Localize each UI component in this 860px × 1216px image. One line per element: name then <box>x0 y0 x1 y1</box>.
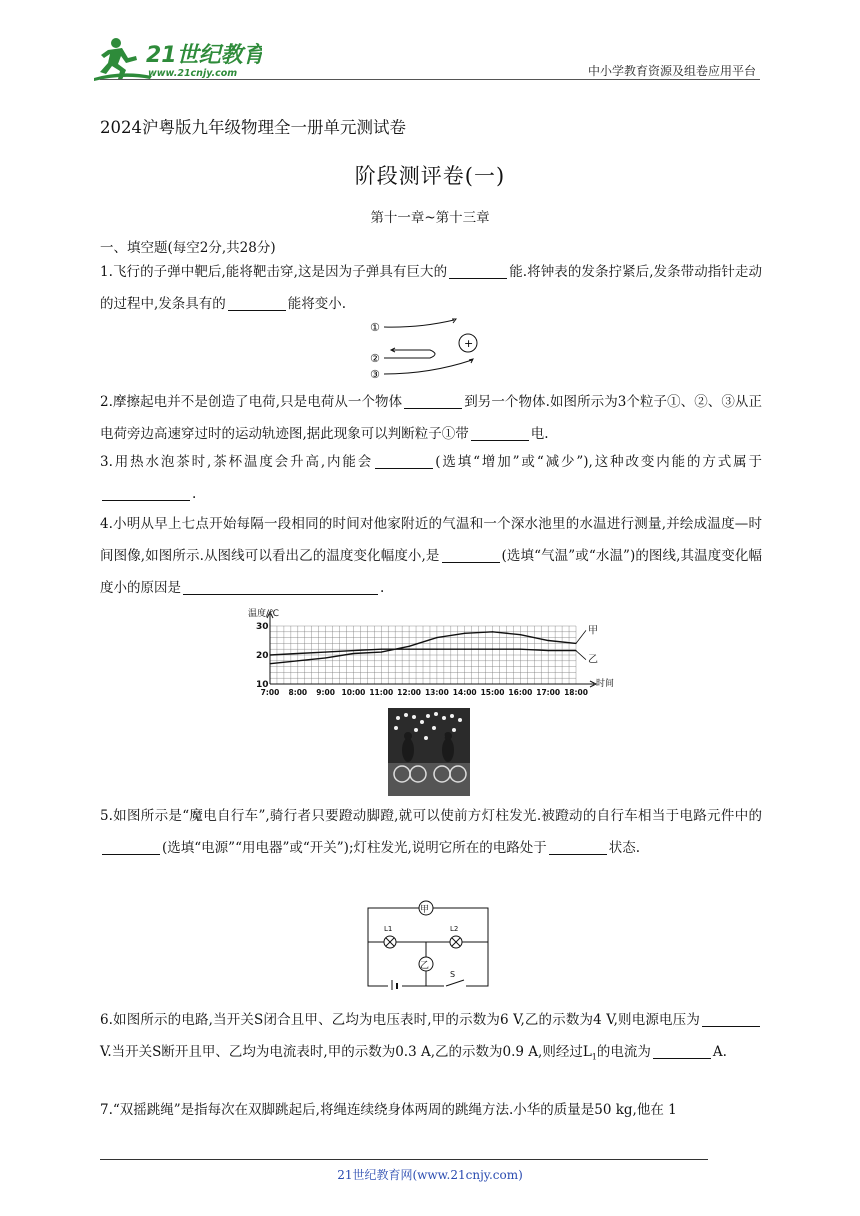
svg-text:①: ① <box>370 321 380 334</box>
series-title: 2024沪粤版九年级物理全一册单元测试卷 <box>100 118 406 137</box>
data-point <box>436 649 437 650</box>
svg-text:甲: 甲 <box>420 905 430 915</box>
data-point <box>548 650 549 651</box>
header-slogan: 中小学教育资源及组卷应用平台 <box>587 64 756 78</box>
data-point <box>408 649 409 650</box>
answer-blank[interactable] <box>404 390 462 409</box>
site-logo <box>92 36 262 84</box>
answer-blank[interactable] <box>375 450 433 469</box>
svg-text:L1: L1 <box>384 925 393 933</box>
footer-text: 21世纪教育网(www.21cnjy.com) <box>337 1168 523 1182</box>
svg-text:L2: L2 <box>450 925 459 933</box>
data-point <box>464 649 465 650</box>
svg-text:③: ③ <box>370 368 380 381</box>
data-point <box>520 634 521 635</box>
y-tick-label: 20 <box>256 651 269 661</box>
question-6: 6.如图所示的电路,当开关S闭合且甲、乙均为电压表时,甲的示数为6 V,乙的示数为4 V,则电源电压为V.当开关S断开且甲、乙均为电流表时,甲的示数为0.3 A,乙的示数为0.9 A,则经过$L_1$的电流为 A. <box>100 1004 762 1074</box>
answer-blank[interactable] <box>183 576 378 595</box>
x-tick-label: 12:00 <box>397 688 422 697</box>
x-tick-label: 9:00 <box>316 688 335 697</box>
x-tick-label: 16:00 <box>508 688 533 697</box>
x-tick-label: 14:00 <box>452 688 477 697</box>
answer-blank[interactable] <box>228 292 286 311</box>
y-tick-label: 30 <box>256 622 269 632</box>
data-point <box>325 652 326 653</box>
data-point <box>492 649 493 650</box>
answer-blank[interactable] <box>471 422 529 441</box>
data-point <box>353 653 354 654</box>
question-7: 7.“双摇跳绳”是指每次在双脚跳起后,将绳连续绕身体两周的跳绳方法.小华的质量是50 kg,他在 1 <box>100 1102 677 1118</box>
data-point <box>408 646 409 647</box>
answer-blank[interactable] <box>102 482 190 501</box>
logo-text: 21世纪教育 <box>146 43 262 68</box>
svg-text:乙: 乙 <box>420 961 430 971</box>
data-point <box>436 637 437 638</box>
logo-url: www.21cnjy.com <box>148 68 238 79</box>
y-axis-label: 温度/℃ <box>248 609 280 619</box>
series-label: 乙 <box>588 654 598 666</box>
svg-text:+: + <box>464 337 474 350</box>
data-point <box>269 654 270 655</box>
answer-blank[interactable] <box>653 1040 711 1059</box>
particle-trajectory-figure <box>370 318 490 384</box>
series-label: 甲 <box>588 625 598 637</box>
footer-divider <box>100 1159 708 1160</box>
answer-blank[interactable] <box>702 1008 760 1027</box>
svg-text:S: S <box>450 970 456 979</box>
data-point <box>548 640 549 641</box>
series-leader-line <box>576 651 586 660</box>
answer-blank[interactable] <box>442 544 500 563</box>
x-tick-label: 7:00 <box>260 688 280 697</box>
section-heading: 一、填空题(每空2分,共28分) <box>100 240 276 256</box>
magic-bicycle-photo <box>388 708 470 796</box>
x-tick-label: 10:00 <box>341 688 366 697</box>
data-point <box>520 649 521 650</box>
temperature-time-chart <box>246 606 618 706</box>
header-divider <box>100 79 760 80</box>
series-leader-line <box>576 630 586 643</box>
answer-blank[interactable] <box>549 836 607 855</box>
question-1: 1.飞行的子弹中靶后,能将靶击穿,这是因为子弹具有巨大的 能.将钟表的发条拧紧后,发条带动指针走动的过程中,发条具有的 能将变小. <box>100 256 762 320</box>
data-point <box>464 633 465 634</box>
data-point <box>269 663 270 664</box>
x-axis-label: 时间 <box>596 679 615 689</box>
x-tick-label: 15:00 <box>480 688 505 697</box>
y-tick-label: 10 <box>256 680 269 690</box>
data-point <box>381 649 382 650</box>
answer-blank[interactable] <box>449 260 507 279</box>
data-point <box>297 653 298 654</box>
page-title: 阶段测评卷(一) <box>354 164 506 188</box>
data-point <box>492 631 493 632</box>
question-3: 3.用热水泡茶时,茶杯温度会升高,内能会 (选填“增加”或“减少”),这种改变内能的方式属于. <box>100 446 762 510</box>
question-4: 4.小明从早上七点开始每隔一段相同的时间对他家附近的气温和一个深水池里的水温进行测量,并绘成温度—时间图像,如图所示.从图线可以看出乙的温度变化幅度小,是 (选填“气温”或“水温”)的图线,其温度变化幅度小的原因是 . <box>100 516 762 596</box>
question-2: 2.摩擦起电并不是创造了电荷,只是电荷从一个物体 到另一个物体.如图所示为3个粒子①、②、③从正电荷旁边高速穿过时的运动轨迹图,据此现象可以判断粒子①带 电. <box>100 386 762 450</box>
x-tick-label: 18:00 <box>564 688 588 697</box>
data-point <box>325 657 326 658</box>
svg-text:②: ② <box>370 352 380 365</box>
x-tick-label: 13:00 <box>424 688 449 697</box>
circuit-diagram <box>360 898 494 990</box>
data-point <box>353 650 354 651</box>
question-5: 5.如图所示是“魔电自行车”,骑行者只要蹬动脚蹬,就可以使前方灯柱发光.被蹬动的自行车相当于电路元件中的(选填“电源”“用电器”或“开关”);灯柱发光,说明它所在的电路处于 状态. <box>100 808 762 856</box>
data-point <box>297 660 298 661</box>
data-point <box>381 652 382 653</box>
x-tick-label: 17:00 <box>536 688 561 697</box>
x-tick-label: 11:00 <box>369 688 394 697</box>
x-tick-label: 8:00 <box>288 688 308 697</box>
answer-blank[interactable] <box>102 836 160 855</box>
chapter-range: 第十一章~第十三章 <box>370 210 490 226</box>
